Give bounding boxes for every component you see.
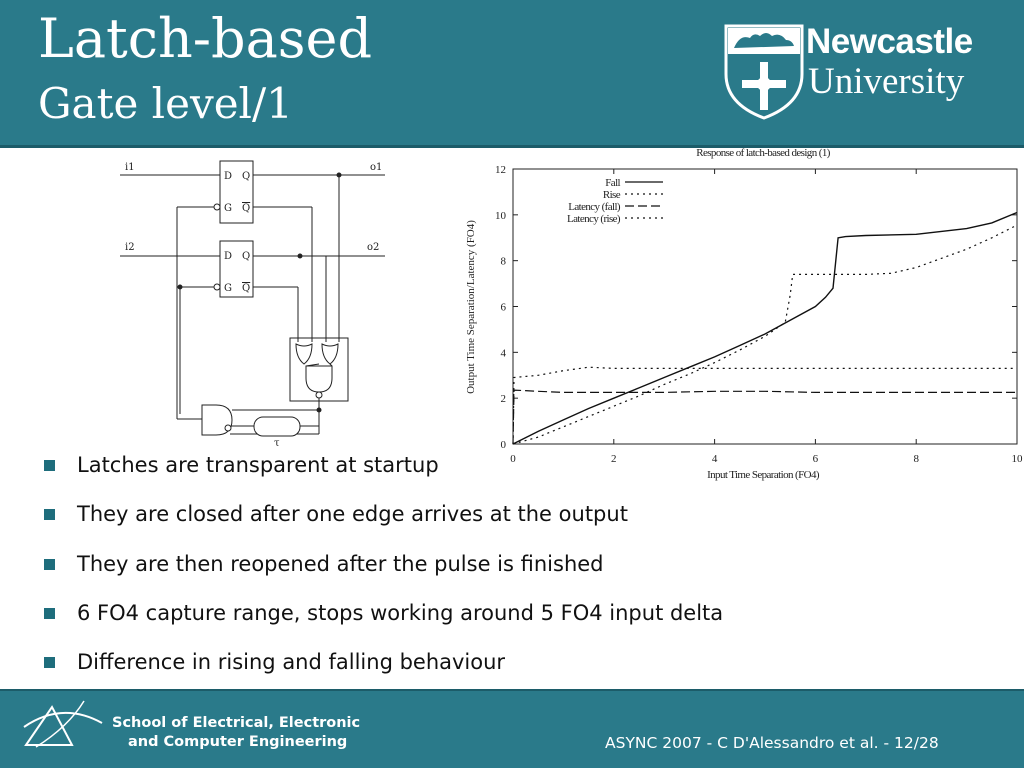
x-tick-label: 10 xyxy=(1011,453,1023,465)
legend-label: Fall xyxy=(605,177,620,189)
y-tick-label: 6 xyxy=(500,301,506,314)
series-line-latency-rise xyxy=(513,367,1017,444)
delay-element xyxy=(254,417,300,436)
chart-x-axis-label: Input Time Separation (FO4) xyxy=(707,469,819,481)
bullet-list xyxy=(40,446,723,692)
series-line-latency-fall xyxy=(513,390,1017,444)
y-tick-label: 10 xyxy=(495,209,506,222)
x-tick-label: 0 xyxy=(510,453,516,465)
x-tick-label: 8 xyxy=(913,453,919,465)
shield-icon xyxy=(724,24,804,120)
x-tick-label: 6 xyxy=(812,453,819,465)
bullet-square-icon xyxy=(44,559,55,570)
university-logo xyxy=(724,24,1014,124)
school-name-line2: and Computer Engineering xyxy=(128,734,348,750)
x-tick-label: 4 xyxy=(711,453,718,465)
label-d2: D xyxy=(224,251,233,262)
y-tick-label: 12 xyxy=(495,164,506,176)
y-tick-label: 8 xyxy=(500,255,506,268)
label-o1: o1 xyxy=(370,162,383,173)
legend-label: Latency (rise) xyxy=(567,213,620,225)
bullet-text: Difference in rising and falling behaviour xyxy=(77,650,506,675)
header-bar xyxy=(0,0,1024,145)
footer-divider xyxy=(0,689,1024,691)
label-qbar2: Q xyxy=(242,283,251,294)
chart-title: Response of latch-based design (1) xyxy=(696,147,830,159)
bullet-item xyxy=(40,446,723,495)
series-line-fall xyxy=(513,213,1017,445)
y-tick-label: 2 xyxy=(500,393,506,406)
bullet-text: They are closed after one edge arrives at the output xyxy=(77,502,628,527)
slide-credit: ASYNC 2007 - C D'Alessandro et al. - 12/28 xyxy=(605,734,939,752)
label-d1: D xyxy=(224,171,233,182)
slide-subtitle: Gate level/1 xyxy=(38,79,293,128)
bullet-item xyxy=(40,594,723,643)
legend-label: Latency (fall) xyxy=(568,201,620,213)
footer-bar xyxy=(0,689,1024,768)
label-o2: o2 xyxy=(367,242,380,253)
bullet-square-icon xyxy=(44,657,55,668)
school-name-line1: School of Electrical, Electronic xyxy=(112,715,361,731)
bullet-square-icon xyxy=(44,608,55,619)
label-g2: G xyxy=(224,283,232,294)
bullet-item xyxy=(40,643,723,692)
latency-chart xyxy=(455,143,1024,488)
chart-series xyxy=(513,213,1017,445)
logo-wordmark-university: University xyxy=(808,61,965,102)
label-g1: G xyxy=(224,203,232,214)
label-i2: i2 xyxy=(125,242,135,253)
bullet-text: 6 FO4 capture range, stops working around 5 FO4 input delta xyxy=(77,600,724,625)
label-i1: i1 xyxy=(125,162,135,173)
and-gate xyxy=(306,366,332,392)
slide-title: Latch-based xyxy=(38,7,373,70)
label-qbar1: Q xyxy=(242,203,251,214)
school-name xyxy=(112,714,360,752)
bullet-item xyxy=(40,495,723,544)
y-tick-label: 4 xyxy=(500,347,506,360)
chart-y-axis-label: Output Time Separation/Latency (FO4) xyxy=(465,220,477,394)
bullet-square-icon xyxy=(44,460,55,471)
school-logo-icon xyxy=(22,697,106,757)
bullet-square-icon xyxy=(44,509,55,520)
y-tick-label: 0 xyxy=(500,439,506,451)
bullet-text: They are then reopened after the pulse is finished xyxy=(77,551,604,576)
logo-wordmark-newcastle: Newcastle xyxy=(806,22,973,61)
x-tick-label: 2 xyxy=(611,453,617,465)
legend-label: Rise xyxy=(602,189,620,201)
bullet-item xyxy=(40,545,723,594)
label-q2: Q xyxy=(242,251,251,262)
label-tau: τ xyxy=(274,438,280,447)
chart-legend xyxy=(567,177,663,225)
label-q1: Q xyxy=(242,171,251,182)
or-gate xyxy=(296,344,312,364)
latch-circuit-diagram xyxy=(120,152,390,447)
bullet-text: Latches are transparent at startup xyxy=(77,453,439,477)
